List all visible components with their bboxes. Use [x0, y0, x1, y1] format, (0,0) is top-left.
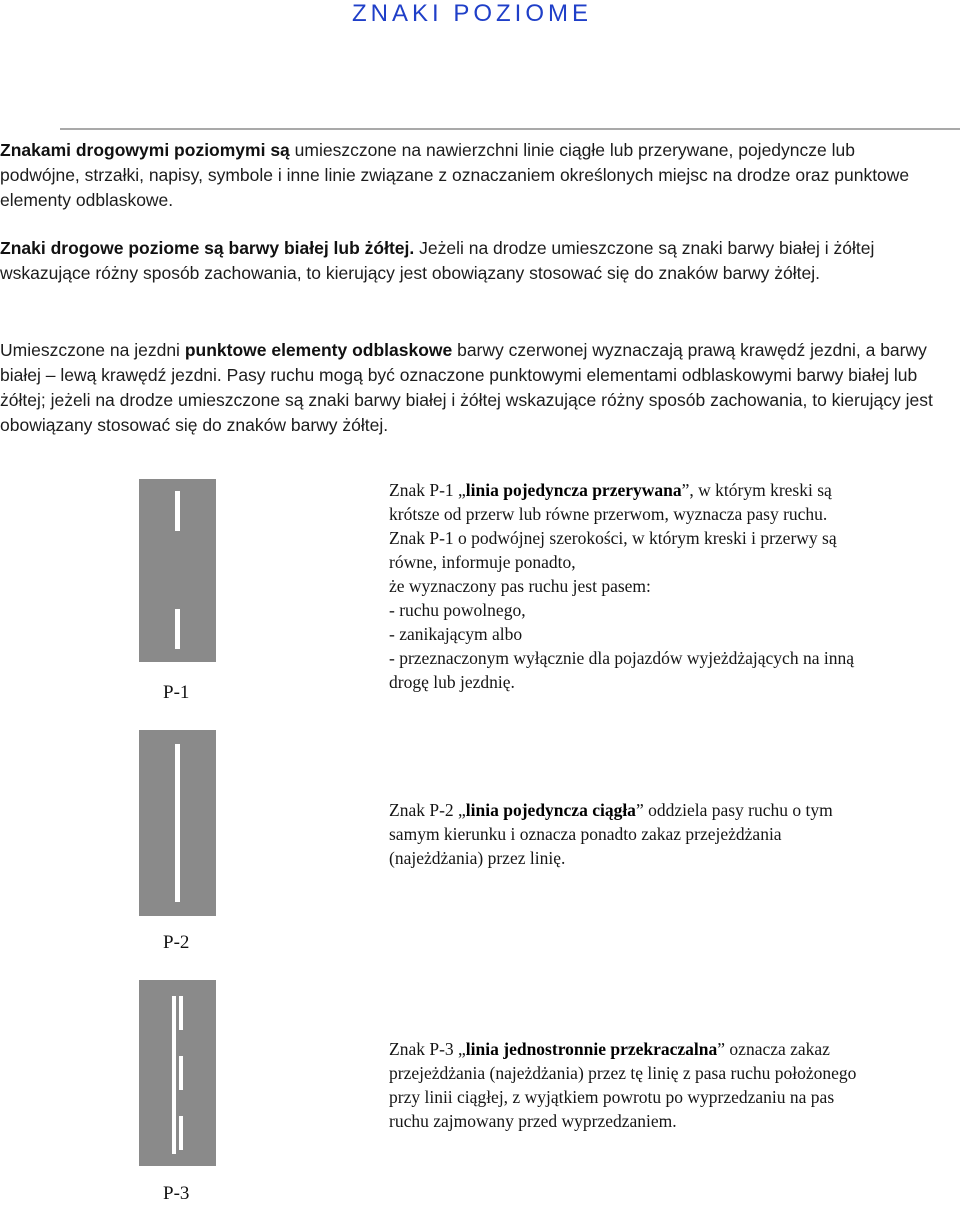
intro-paragraph-2-text: Jeżeli na drodze umieszczone są znaki barwy białej i żółtej wskazujące różny sposób zachowania, to kierujący jest obowiązany stosować się do znaków barwy żółtej.	[0, 238, 875, 283]
intro-paragraph-2	[0, 236, 935, 286]
description-line: - ruchu powolnego,	[389, 600, 526, 620]
solid-line	[172, 996, 176, 1154]
sign-name: linia jednostronnie przekraczalna	[465, 1039, 718, 1059]
lane-dash	[179, 996, 183, 1030]
sign-name: linia pojedyncza ciągła	[465, 800, 636, 820]
solid-line	[175, 744, 180, 902]
intro-paragraph-1	[0, 138, 935, 213]
description-line: Znak P-1 o podwójnej szerokości, w którym kreski i przerwy są	[389, 528, 837, 548]
lane-dash	[175, 609, 180, 649]
sign-description-p3	[389, 1037, 949, 1133]
description-line: - zanikającym albo	[389, 624, 523, 644]
intro-paragraph-2-bold: Znaki drogowe poziome są barwy białej lub żółtej.	[0, 238, 415, 258]
sign-label-p3: P-3	[163, 1183, 190, 1204]
description-line: przejeżdżania (najeżdżania) przez tę linię z pasa ruchu położonego	[389, 1063, 857, 1083]
description-prefix: Znak P-2 „	[389, 800, 466, 820]
lane-dash	[179, 1116, 183, 1150]
description-first-line	[389, 478, 949, 502]
lane-dash	[179, 1056, 183, 1090]
description-prefix: Znak P-3 „	[389, 1039, 466, 1059]
intro-paragraph-3	[0, 338, 935, 438]
description-first-line	[389, 1037, 949, 1061]
sign-description-p1	[389, 478, 949, 694]
road-illustration-p1	[139, 479, 216, 662]
intro-paragraph-3-bold: punktowe elementy odblaskowe	[184, 340, 453, 360]
intro-paragraph-3-text-b: barwy czerwonej wyznaczają prawą krawędź jezdni, a barwy białej – lewą krawędź jezdni. Pasy ruchu mogą być oznaczone punktowymi elementami odblaskowymi barwy białej lub żółtej; jeżeli na drodze umieszczone są znaki barwy białej i żółtej wskazujące różny sposób zachowania, to kierujący jest obowiązany stosować się do znaków barwy żółtej.	[0, 340, 933, 435]
description-line: ruchu zajmowany przed wyprzedzaniem.	[389, 1111, 677, 1131]
description-line: (najeżdżania) przez linię.	[389, 848, 566, 868]
sign-name: linia pojedyncza przerywana	[465, 480, 682, 500]
intro-paragraph-1-bold: Znakami drogowymi poziomymi są	[0, 140, 290, 160]
intro-paragraph-3-text-a: Umieszczone na jezdni	[0, 340, 185, 360]
description-line: przy linii ciągłej, z wyjątkiem powrotu po wyprzedzaniu na pas	[389, 1087, 835, 1107]
page-title: ZNAKI POZIOME	[352, 0, 593, 27]
sign-label-p2: P-2	[163, 932, 190, 953]
sign-label-p1: P-1	[163, 682, 190, 703]
divider	[60, 128, 960, 130]
description-line: równe, informuje ponadto,	[389, 552, 576, 572]
description-prefix: Znak P-1 „	[389, 480, 466, 500]
description-line: krótsze od przerw lub równe przerwom, wyznacza pasy ruchu.	[389, 504, 828, 524]
description-first-line	[389, 798, 949, 822]
description-suffix: ” oznacza zakaz	[717, 1039, 830, 1059]
lane-dash	[175, 491, 180, 531]
road-illustration-p2	[139, 730, 216, 916]
sign-description-p2	[389, 798, 949, 870]
road-illustration-p3	[139, 980, 216, 1166]
description-line: drogę lub jezdnię.	[389, 672, 515, 692]
intro-paragraph-1-text: umieszczone na nawierzchni linie ciągłe lub przerywane, pojedyncze lub podwójne, strzałki, napisy, symbole i inne linie związane z oznaczaniem określonych miejsc na drodze oraz punktowe elementy odblaskowe.	[0, 140, 910, 210]
description-line: samym kierunku i oznacza ponadto zakaz przejeżdżania	[389, 824, 782, 844]
description-line: że wyznaczony pas ruchu jest pasem:	[389, 576, 651, 596]
description-line: - przeznaczonym wyłącznie dla pojazdów wyjeżdżających na inną	[389, 648, 854, 668]
description-suffix: ” oddziela pasy ruchu o tym	[635, 800, 833, 820]
description-suffix: ”, w którym kreski są	[681, 480, 832, 500]
